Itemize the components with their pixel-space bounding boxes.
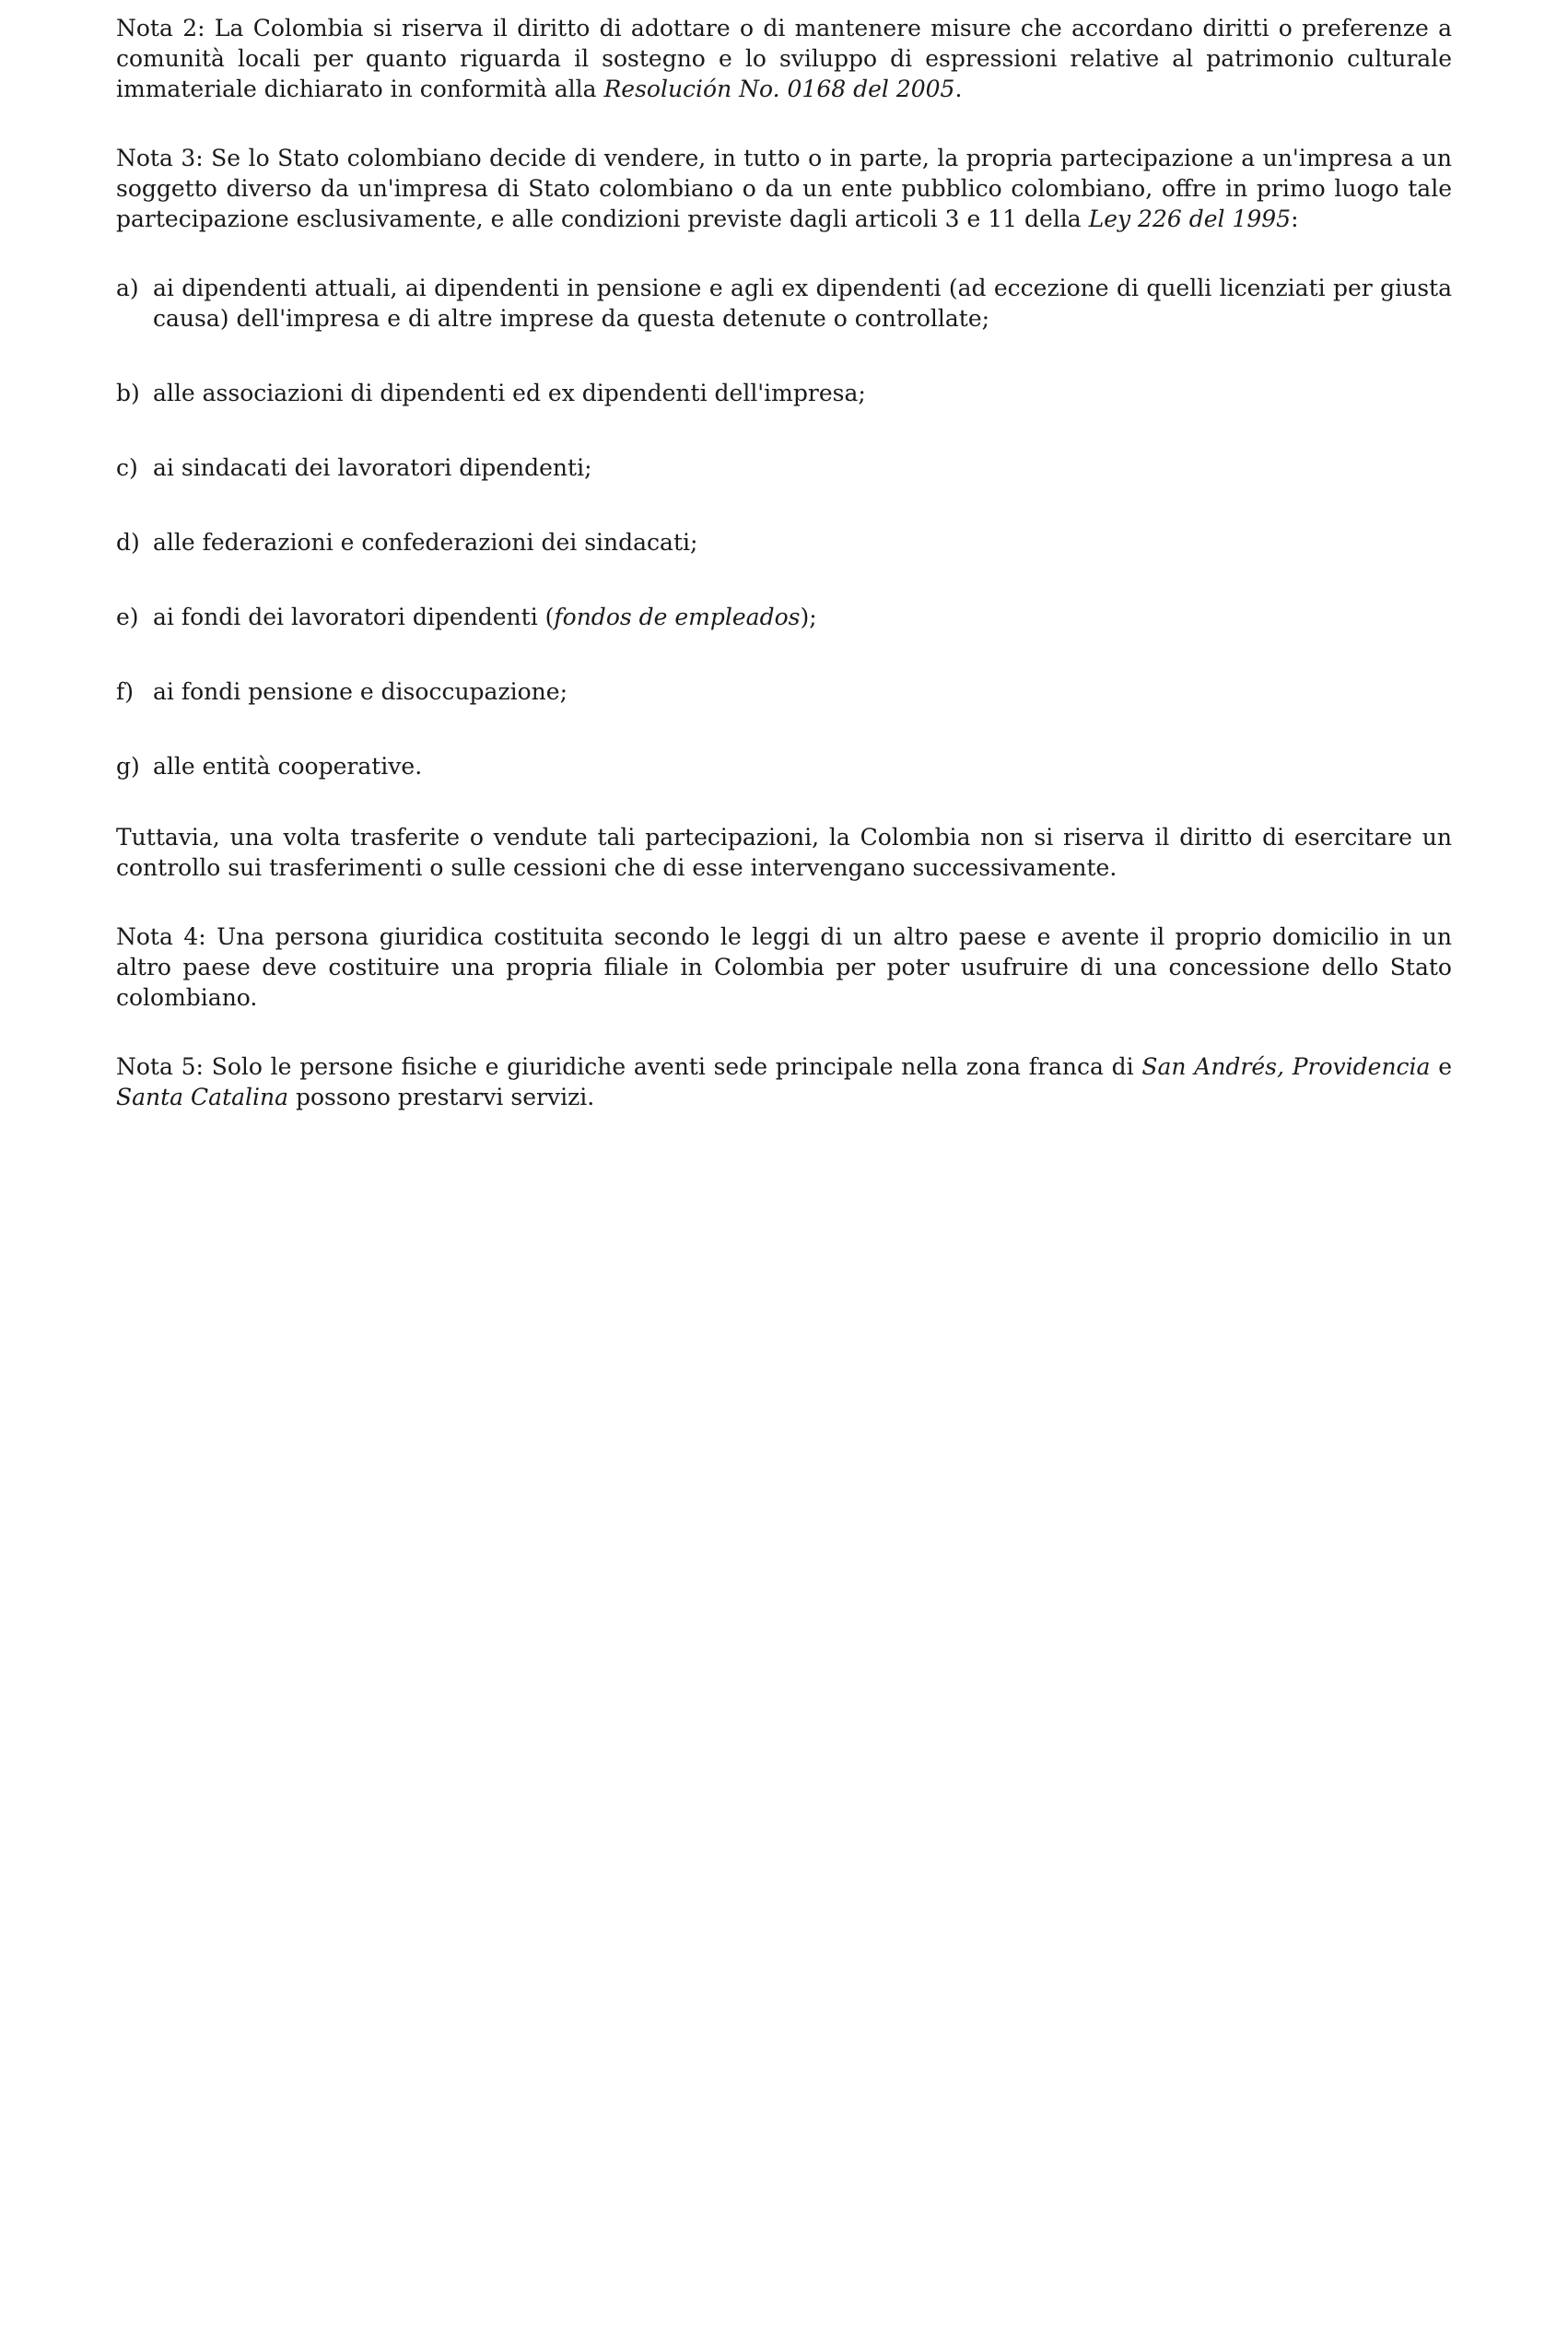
document-page [116, 13, 1452, 1151]
nota-4: Nota 4: Una persona giuridica costituita secondo le leggi di un altro paese e avente il proprio domicilio in un altro paese deve costituire una propria filiale in Colombia per poter usufruire di una concessione dello Stato colombiano. [116, 923, 1452, 1011]
list-item-f [116, 676, 1452, 707]
nota-5 [116, 1051, 1452, 1112]
list-item-text: ai sindacati dei lavoratori dipendenti; [153, 454, 592, 481]
list-item-label: d) [116, 529, 140, 556]
tuttavia-paragraph: Tuttavia, una volta trasferite o vendute tali partecipazioni, la Colombia non si riserva il diritto di esercitare un controllo sui trasferimenti o sulle cessioni che di esse intervengano successivamente. [116, 824, 1452, 881]
list-item-label: f) [116, 678, 135, 705]
nota-5-place: Santa Catalina [116, 1084, 289, 1110]
list-item-label: c) [116, 454, 138, 481]
nota-3-tail: : [1291, 205, 1299, 232]
nota-3-reference: Ley 226 del 1995 [1088, 205, 1292, 232]
list-item-c [116, 452, 1452, 483]
nota-5-places: San Andrés, Providencia [1141, 1053, 1431, 1080]
list-item-text: ai fondi dei lavoratori dipendenti ( [153, 604, 555, 630]
nota-5-text: Nota 5: Solo le persone fisiche e giuridiche aventi sede principale nella zona franca di [116, 1053, 1142, 1080]
nota-2-tail: . [954, 76, 963, 102]
nota-5-conjunction: e [1430, 1053, 1452, 1080]
nota-3 [116, 143, 1452, 234]
list-item-label: b) [116, 380, 140, 406]
list-item-text: ai dipendenti attuali, ai dipendenti in pensione e agli ex dipendenti (ad eccezione di quelli licenziati per giusta causa) dell'impresa e di altre imprese da questa detenute o controllate; [153, 275, 1452, 332]
list-item-text: alle entità cooperative. [153, 753, 423, 780]
list-item-text: alle associazioni di dipendenti ed ex dipendenti dell'impresa; [153, 380, 866, 406]
list-item-label: g) [116, 753, 140, 780]
list-item-tail: ); [800, 604, 817, 630]
list-item-a [116, 273, 1452, 334]
list-item-label: a) [116, 275, 139, 301]
list-item-e [116, 602, 1452, 632]
list-item-g [116, 751, 1452, 781]
nota-2-text: Nota 2: La Colombia si riserva il diritto di adottare o di mantenere misure che accordano diritti o preferenze a comunità locali per quanto riguarda il sostegno e lo sviluppo di espressioni relative al patrimonio culturale immateriale dichiarato in conformità alla [116, 15, 1452, 102]
list-item-text: alle federazioni e confederazioni dei sindacati; [153, 529, 698, 556]
nota-5-tail: possono prestarvi servizi. [288, 1084, 595, 1110]
nota-2 [116, 13, 1452, 104]
nota-2-reference: Resolución No. 0168 del 2005 [603, 76, 955, 102]
list-item-b [116, 378, 1452, 408]
list-item-italic-term: fondos de empleados [554, 604, 801, 630]
nota-3-text: Nota 3: Se lo Stato colombiano decide di vendere, in tutto o in parte, la propria partecipazione a un'impresa a un soggetto diverso da un'impresa di Stato colombiano o da un ente pubblico colombiano, offre in primo luogo tale partecipazione esclusivamente, e alle condizioni previste dagli articoli 3 e 11 della [116, 145, 1452, 232]
list-item-label: e) [116, 604, 139, 630]
list-item-d [116, 527, 1452, 558]
list-item-text: ai fondi pensione e disoccupazione; [153, 678, 568, 705]
